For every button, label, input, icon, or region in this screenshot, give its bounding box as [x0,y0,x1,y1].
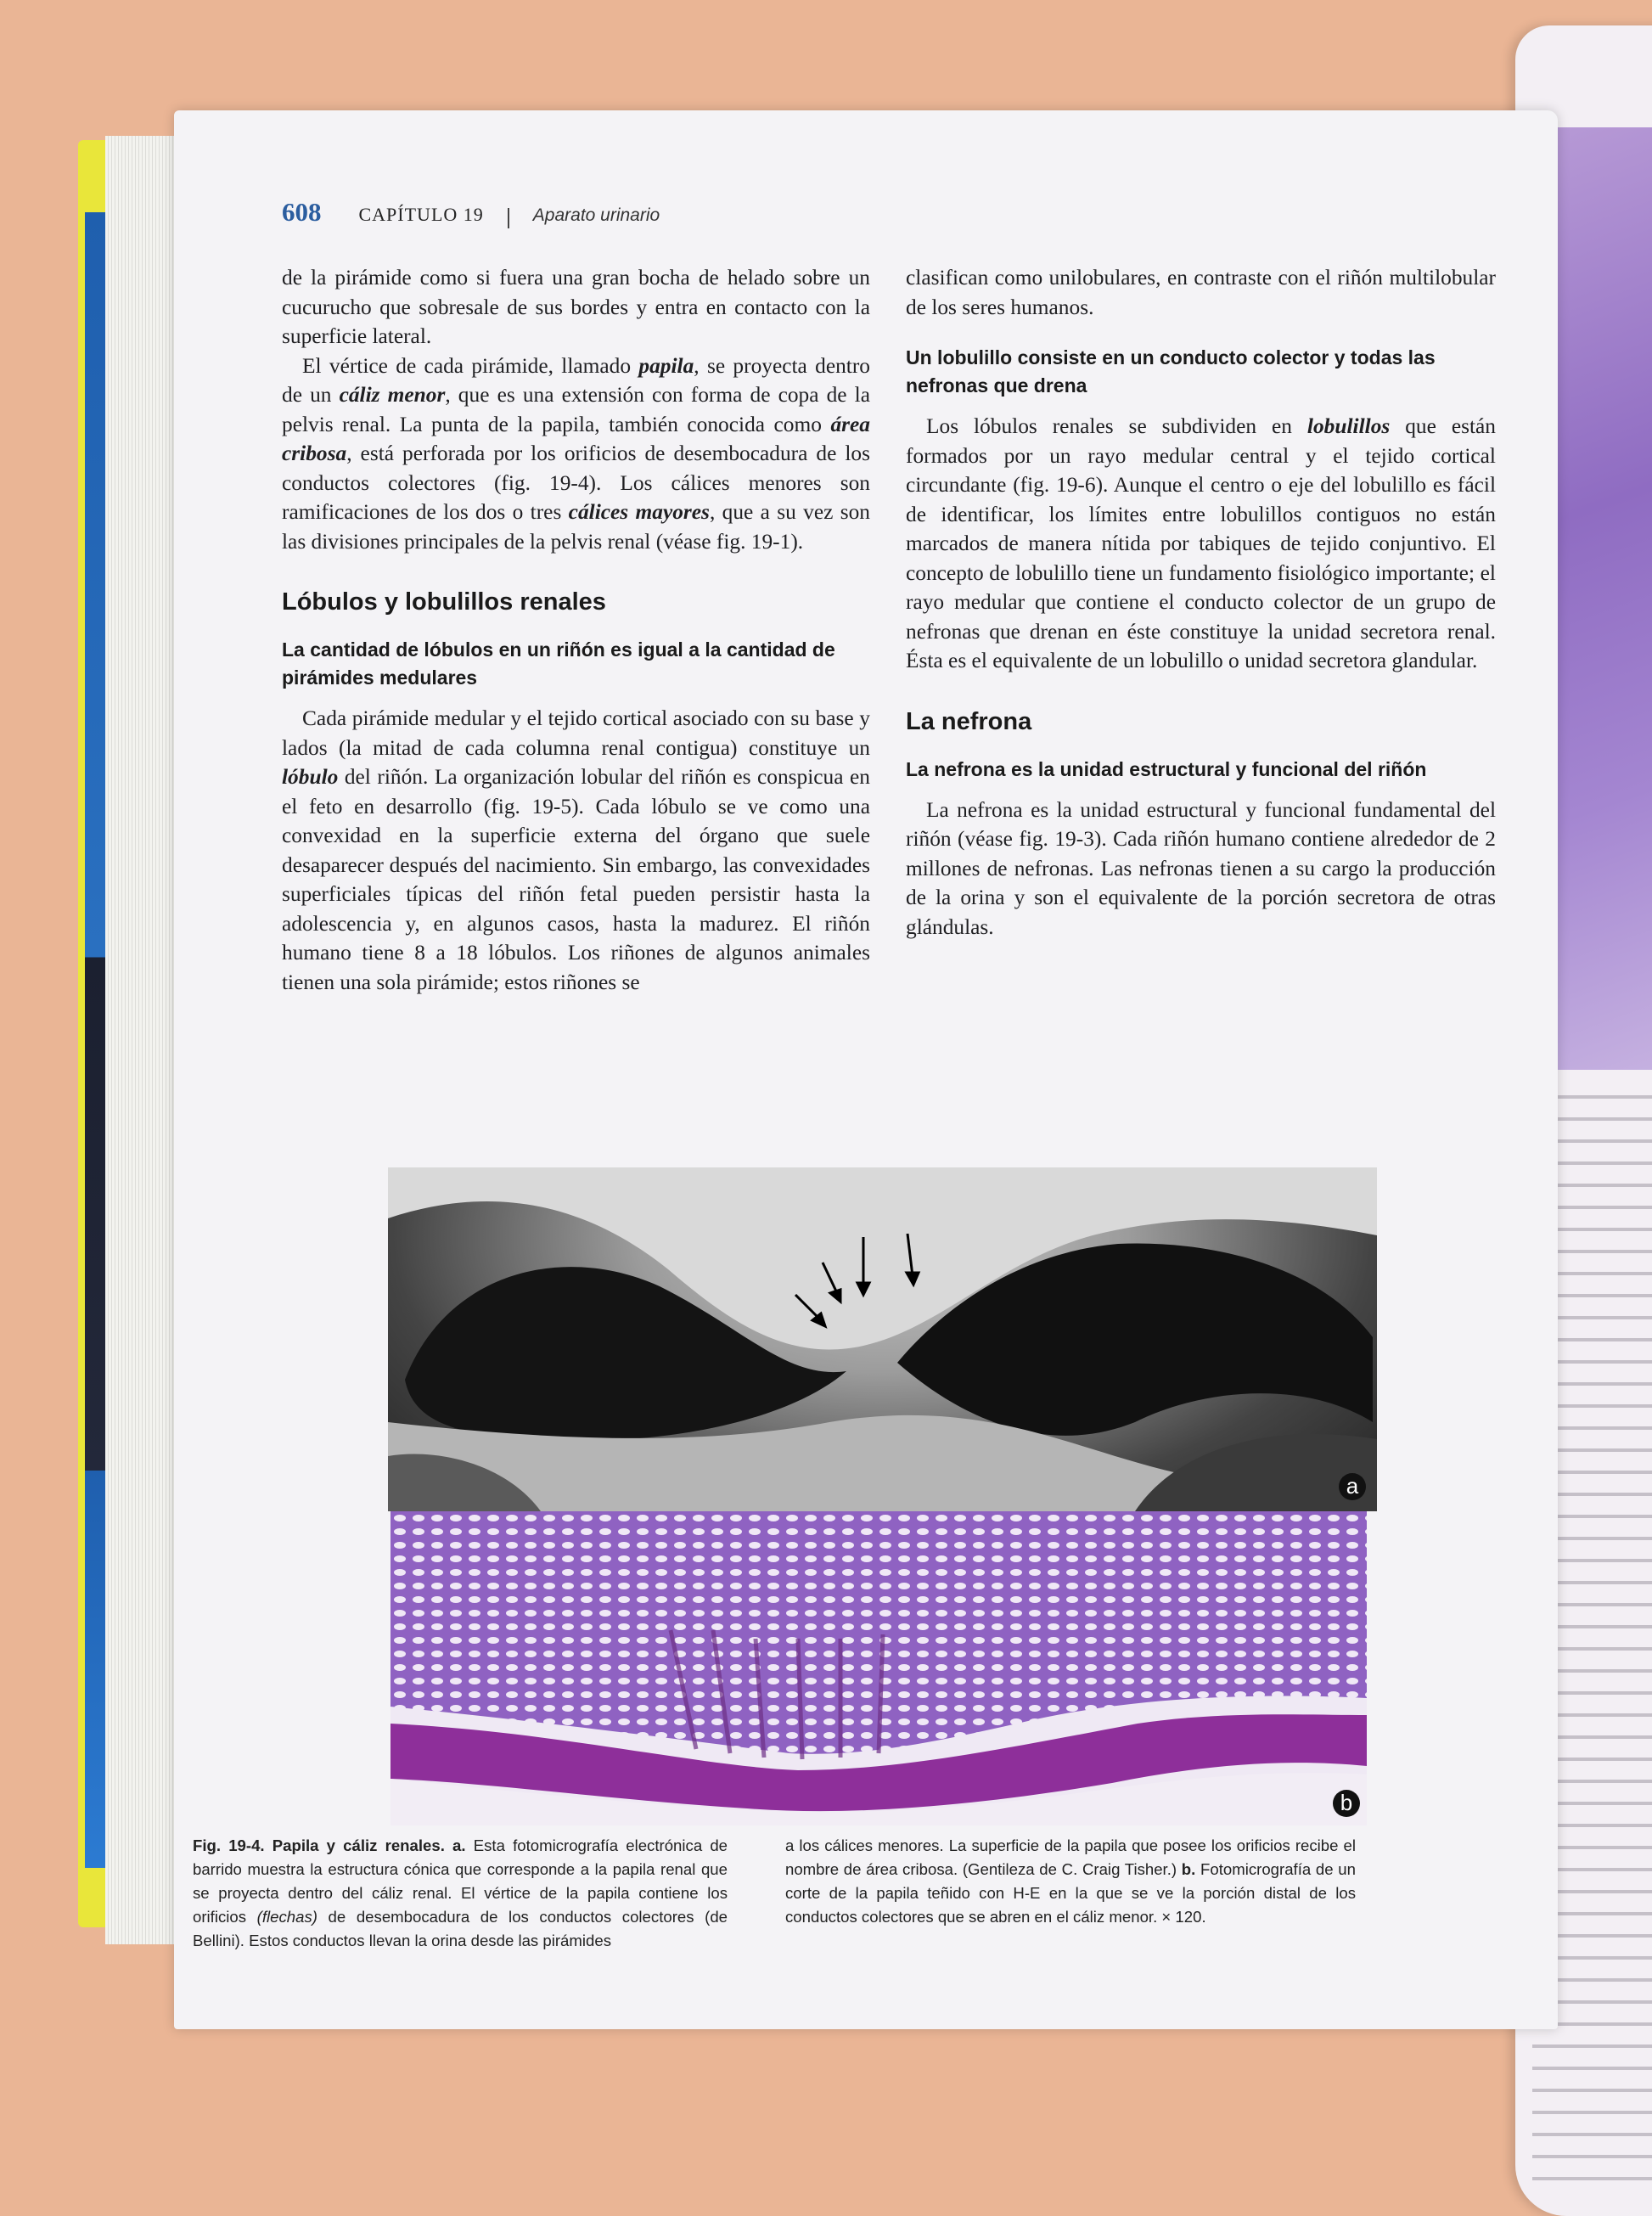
header-separator [508,208,509,228]
left-column [282,263,870,997]
subsection-heading-lobulos: La cantidad de lóbulos en un riñón es igual a la cantidad de pirámides medulares [282,638,835,689]
term-lobulo: lóbulo [282,765,339,789]
book-spine [85,212,105,1868]
section-heading-nefrona: La nefrona [906,707,1032,735]
running-header [282,197,1470,239]
chapter-title: Aparato urinario [532,205,660,225]
term-area-cribosa: área cribosa [282,412,870,465]
term-caliz-menor: cáliz menor [339,383,446,407]
term-calices-mayores: cálices mayores [568,500,710,524]
figure-label-a: a [1339,1473,1366,1500]
figure-caption-right: a los cálices menores. La superficie de la papila que posee los orificios recibe el nombre de área cribosa. (Gentileza de C. Craig Tisher.) b. Fotomicrografía de un corte de la papila teñido con H-E en la que se ve la porción distal de los conductos colectores que se abren en el cáliz menor. × 120. [785,1836,1356,1926]
paragraph-lobulo: Cada pirámide medular y el tejido cortical asociado con su base y lados (la mitad de cada columna renal contigua) constituye un lóbulo del riñón. La organización lobular del riñón es conspicua en el feto en desarrollo (fig. 19-5). Cada lóbulo se ve como una convexidad en la superficie externa del órgano que suele desaparecer después del nacimiento. Sin embargo, las convexidades superficiales típicas del riñón fetal pueden persistir hasta la adolescencia y, en algunos casos, hasta la madurez. El riñón humano tiene 8 a 18 lóbulos. Los riñones de algunos animales tienen una sola pirámide; estos riñones se [282,706,870,994]
paragraph-continuation: de la pirámide como si fuera una gran bocha de helado sobre un cucurucho que sobresale de sus bordes y entra en contacto con la superficie lateral. [282,266,870,348]
paragraph-unilobulares: clasifican como unilobulares, en contraste con el riñón multilobular de los seres humanos. [906,266,1496,319]
term-papila: papila [638,353,694,378]
figure-caption-left: Fig. 19-4. Papila y cáliz renales. a. Esta fotomicrografía electrónica de barrido muestra la estructura cónica que corresponde a la papila renal que se proyecta dentro del cáliz renal. El vértice de la papila contiene los orificios (flechas) de desembocadura de los conductos colectores (de Bellini). Estos conductos llevan la orina desde las pirámides [193,1836,728,1949]
chapter-label: CAPÍTULO 19 [358,204,484,225]
paragraph-lobulillos: Los lóbulos renales se subdividen en lobulillos que están formados por un rayo medular central y el tejido cortical circundante (fig. 19-6). Aunque el centro o eje del lobulillo es fácil de identificar, los límites entre lobulillos contiguos no están marcados de manera nítida por tabiques de tejido conjuntivo. El concepto de lobulillo tiene un fundamento fisiológico importante; el rayo medular que contiene el conducto colector de un grupo de nefronas que drenan en éste constituye la unidad secretora renal. Ésta es el equivalente de un lobulillo o unidad secretora glandular. [906,414,1496,672]
figure-19-4a-sem-micrograph [388,1167,1377,1511]
subsection-heading-lobulillo: Un lobulillo consiste en un conducto colector y todas las nefronas que drena [906,346,1436,397]
figure-19-4b-histology [391,1511,1367,1825]
paragraph-papila: El vértice de cada pirámide, llamado papila, se proyecta dentro de un cáliz menor, que es una extensión con forma de copa de la pelvis renal. La punta de la papila, también conocida como área cribosa, está perforada por los orificios de desembocadura de los conductos colectores (fig. 19-4). Los cálices menores son ramificaciones de los dos o tres cálices mayores, que a su vez son las divisiones principales de la pelvis renal (véase fig. 19-1). [282,353,870,554]
subsection-heading-nefrona: La nefrona es la unidad estructural y funcional del riñón [906,757,1427,780]
page-stack-edge [105,136,182,1944]
paragraph-nefrona: La nefrona es la unidad estructural y funcional fundamental del riñón (véase fig. 19-3). Cada riñón humano contiene alrededor de 2 millones de nefronas. Las nefronas tienen a su cargo la producción de la orina y son el equivalente de la porción secretora de otras glándulas. [906,797,1496,939]
right-column [906,263,1496,942]
caption-title: Fig. 19-4. Papila y cáliz renales. [193,1836,445,1854]
term-lobulillos: lobulillos [1306,414,1391,438]
page-number: 608 [282,197,322,227]
figure-label-b: b [1333,1790,1360,1817]
section-heading-lobulos: Lóbulos y lobulillos renales [282,588,606,616]
book-page [174,110,1558,2029]
